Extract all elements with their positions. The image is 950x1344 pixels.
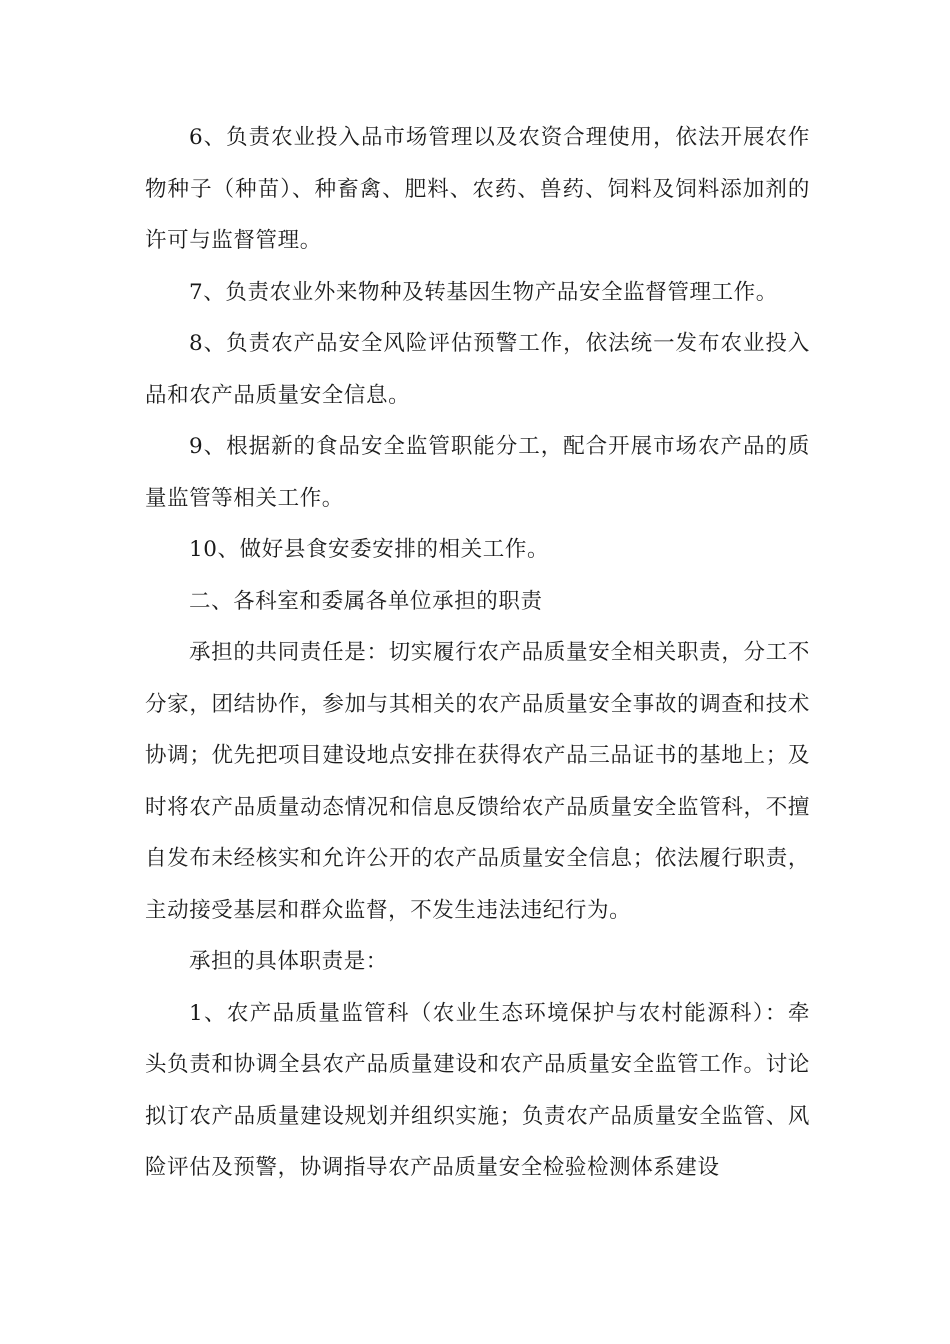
document-body <box>145 112 810 1194</box>
paragraph-item-6: 6、负责农业投入品市场管理以及农资合理使用，依法开展农作物种子（种苗）、种畜禽、肥料、农药、兽药、饲料及饲料添加剂的许可与监督管理。 <box>145 125 810 253</box>
section-heading: 二、各科室和委属各单位承担的职责 <box>189 588 543 614</box>
paragraph-specific-duties-intro: 承担的具体职责是： <box>189 949 388 974</box>
paragraph-common-duties: 承担的共同责任是：切实履行农产品质量安全相关职责，分工不分家，团结协作，参加与其相关的农产品质量安全事故的调查和技术协调；优先把项目建设地点安排在获得农产品三品证书的基地上；及时将农产品质量动态情况和信息反馈给农产品质量安全监管科，不擅自发布未经核实和允许公开的农产品质量安全信息；依法履行职责，主动接受基层和群众监督，不发生违法违纪行为。 <box>145 640 810 923</box>
paragraph-item-8: 8、负责农产品安全风险评估预警工作，依法统一发布农业投入品和农产品质量安全信息。 <box>145 331 810 408</box>
paragraph-specific-item-1: 1、农产品质量监管科（农业生态环境保护与农村能源科）：牵头负责和协调全县农产品质量建设和农产品质量安全监管工作。讨论拟订农产品质量建设规划并组织实施；负责农产品质量安全监管、风险评估及预警，协调指导农产品质量安全检验检测体系建设 <box>145 1000 810 1180</box>
paragraph-item-10: 10、做好县食安委安排的相关工作。 <box>189 537 550 562</box>
paragraph-item-7: 7、负责农业外来物种及转基因生物产品安全监督管理工作。 <box>189 279 778 305</box>
paragraph-item-9: 9、根据新的食品安全监管职能分工，配合开展市场农产品的质量监管等相关工作。 <box>145 434 810 511</box>
